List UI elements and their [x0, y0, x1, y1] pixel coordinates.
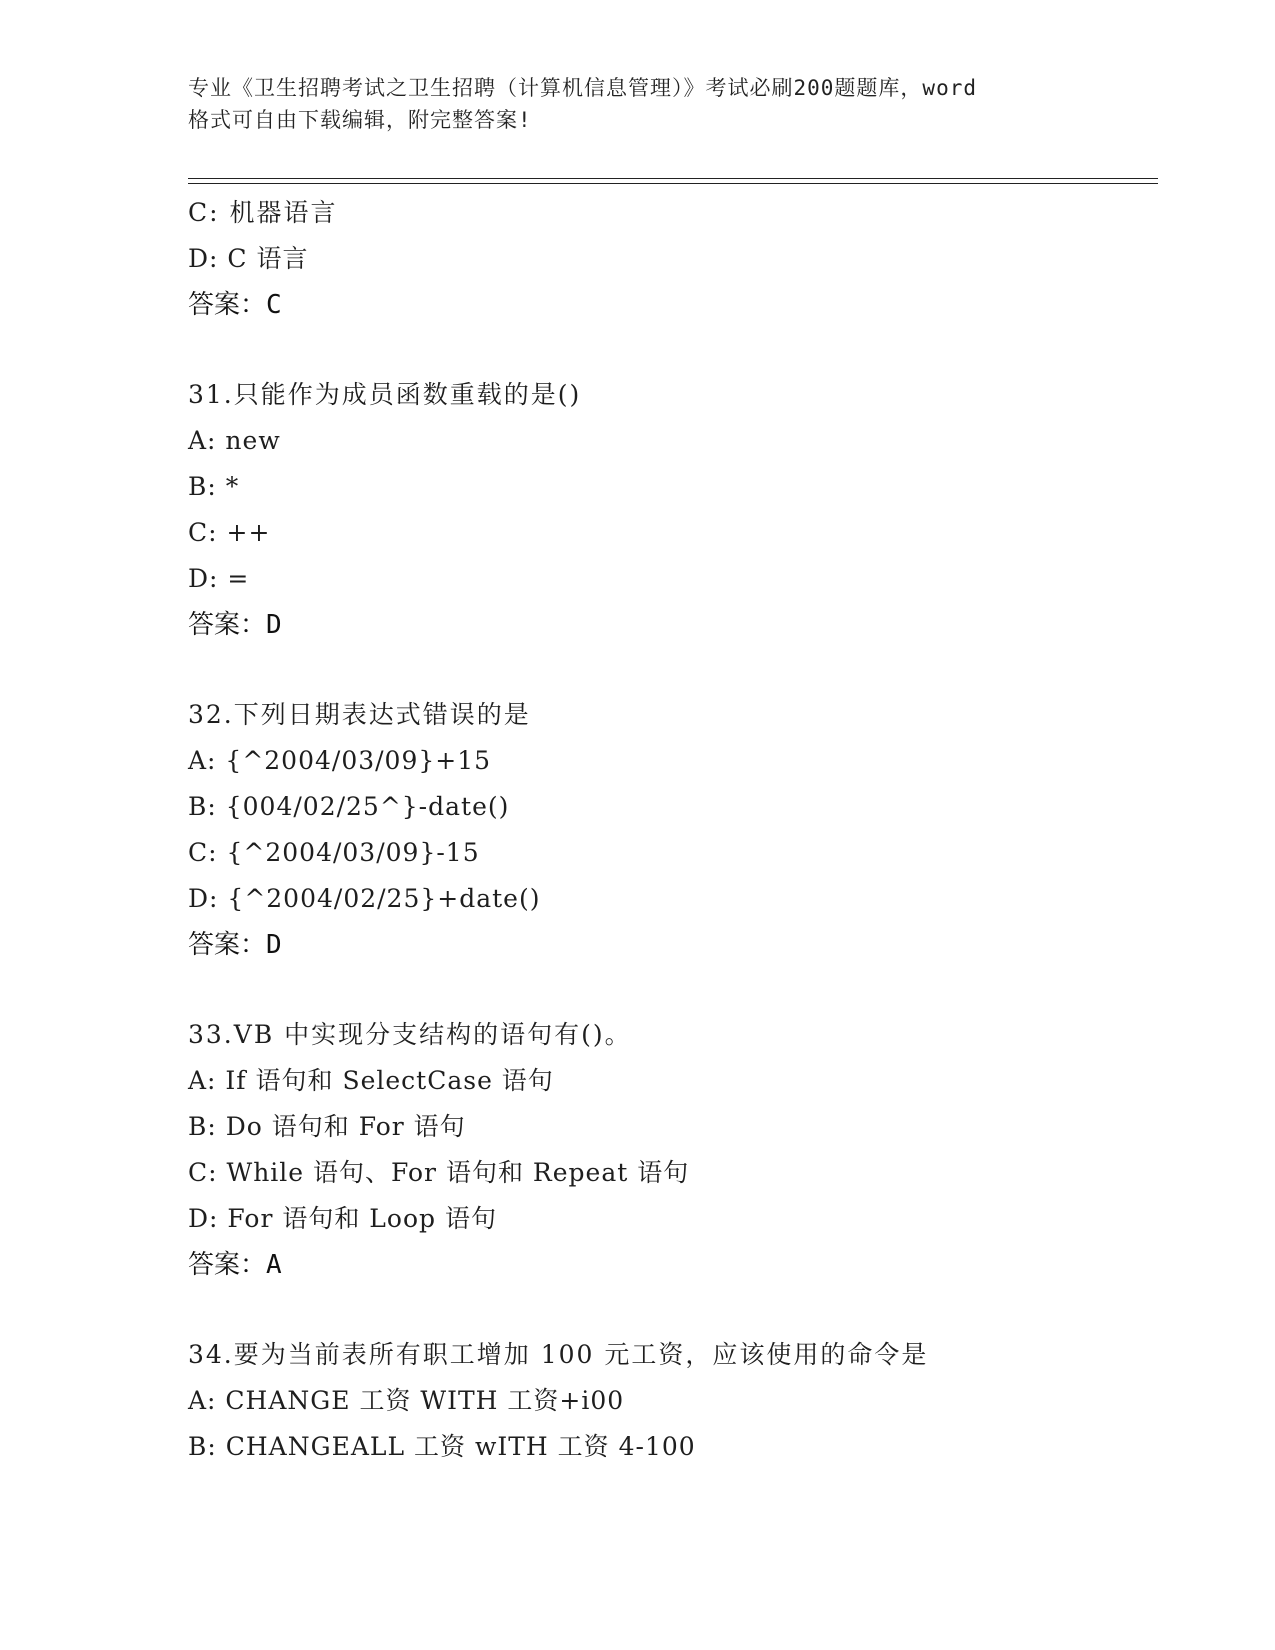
document-header — [188, 72, 1088, 136]
option-b: B: * — [188, 472, 240, 501]
question-stem: 33.VB 中实现分支结构的语句有()。 — [188, 1020, 632, 1049]
question-32 — [188, 692, 1148, 968]
answer-line: 答案：D — [188, 930, 282, 960]
question-34 — [188, 1332, 1148, 1470]
option-b: B: {004/02/25^}-date() — [188, 792, 510, 821]
header-line-2: 格式可自由下载编辑，附完整答案! — [188, 108, 532, 132]
question-stem: 34.要为当前表所有职工增加 100 元工资，应该使用的命令是 — [188, 1340, 929, 1369]
answer-line: 答案：A — [188, 1250, 282, 1280]
option-c: C: ++ — [188, 518, 271, 547]
option-c: C: While 语句、For 语句和 Repeat 语句 — [188, 1158, 690, 1187]
question-33 — [188, 1012, 1148, 1288]
answer-line: 答案：D — [188, 610, 282, 640]
question-stem: 32.下列日期表达式错误的是 — [188, 700, 531, 729]
option-a: A: {^2004/03/09}+15 — [188, 746, 492, 775]
option-d: D: For 语句和 Loop 语句 — [188, 1204, 497, 1233]
spacer — [188, 968, 1148, 1012]
header-divider-bottom — [188, 183, 1158, 184]
question-list — [188, 190, 1148, 1470]
question-30-continued — [188, 190, 1148, 328]
spacer — [188, 1288, 1148, 1332]
option-d: D: = — [188, 564, 250, 593]
header-divider-top — [188, 178, 1158, 179]
header-line-1: 专业《卫生招聘考试之卫生招聘（计算机信息管理）》考试必刷200题题库，word — [188, 76, 977, 100]
spacer — [188, 648, 1148, 692]
option-b: B: Do 语句和 For 语句 — [188, 1112, 466, 1141]
question-stem: 31.只能作为成员函数重载的是() — [188, 380, 582, 409]
option-c: C: {^2004/03/09}-15 — [188, 838, 480, 867]
option-a: A: new — [188, 426, 281, 455]
answer-line: 答案：C — [188, 290, 282, 320]
option-d: D: C 语言 — [188, 244, 309, 273]
question-31 — [188, 372, 1148, 648]
option-b: B: CHANGEALL 工资 wITH 工资 4-100 — [188, 1432, 696, 1461]
spacer — [188, 328, 1148, 372]
option-a: A: CHANGE 工资 WITH 工资+i00 — [188, 1386, 625, 1415]
option-d: D: {^2004/02/25}+date() — [188, 884, 541, 913]
option-a: A: If 语句和 SelectCase 语句 — [188, 1066, 554, 1095]
option-c: C: 机器语言 — [188, 198, 338, 227]
